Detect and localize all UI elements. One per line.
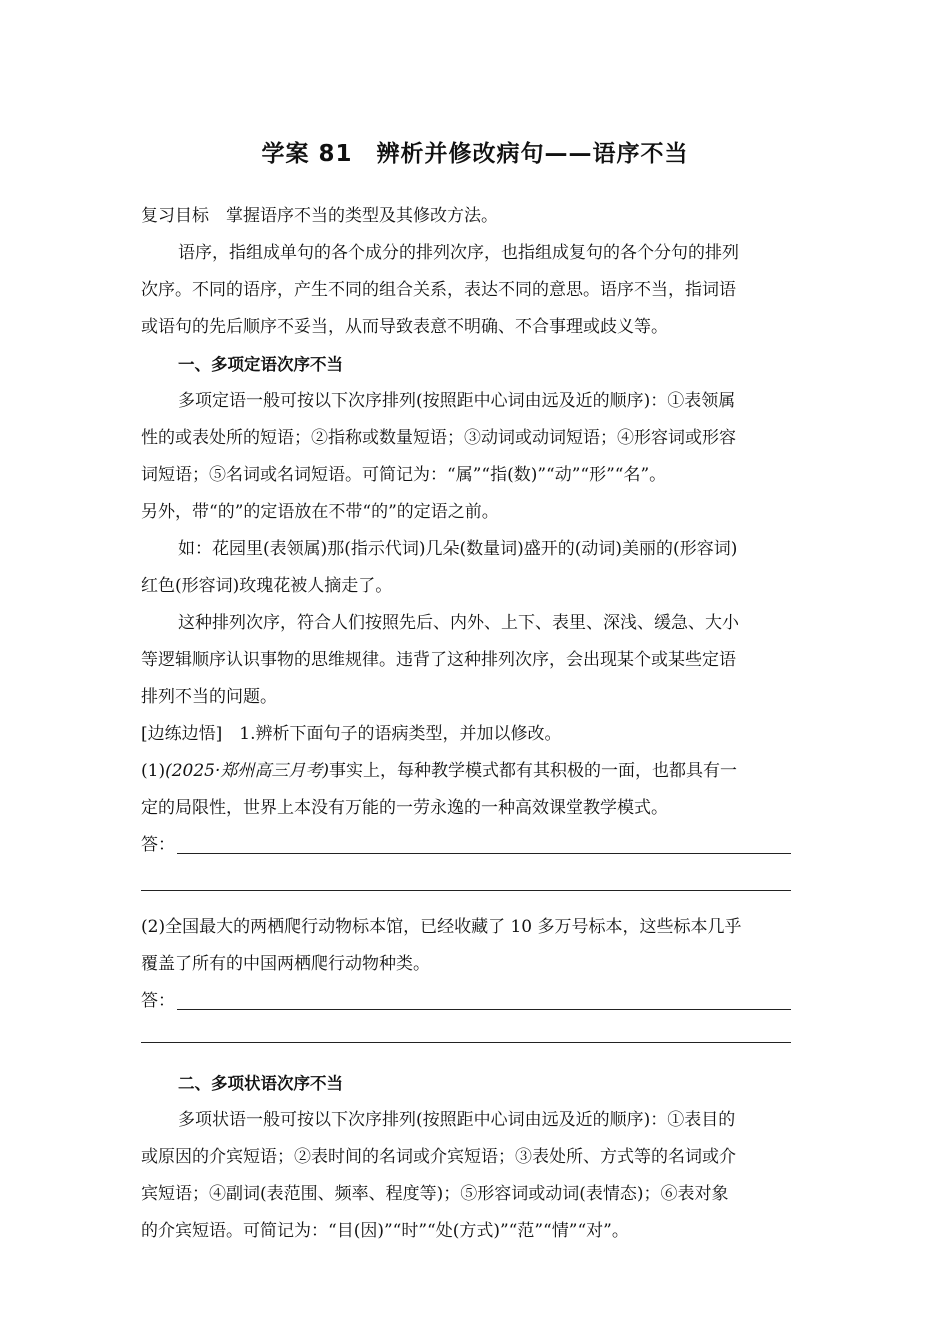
section2-rule-line: 宾短语；④副词(表范围、频率、程度等)；⑤形容词或动词(表情态)；⑥表对象 (141, 1184, 729, 1204)
answer-label: 答： (141, 991, 175, 1011)
answer-field-2-continued[interactable] (141, 1020, 817, 1057)
practice-instruction-text: 1.辨析下面句子的语病类型，并加以修改。 (239, 724, 562, 744)
question-1-line: 定的局限性，世界上本没有万能的一劳永逸的一种高效课堂教学模式。 (141, 798, 668, 818)
document-body (141, 198, 817, 1250)
question-2-line: (2)全国最大的两栖爬行动物标本馆，已经收藏了 10 多万号标本，这些标本几乎 (141, 917, 742, 937)
section1-rule-line: 性的或表处所的短语；②指称或数量短语；③动词或动词短语；④形容词或形容 (141, 428, 736, 448)
section1-rule-line: 多项定语一般可按以下次序排列(按照距中心词由远及近的顺序)：①表领属 (178, 391, 736, 411)
section2-heading: 二、多项状语次序不当 (178, 1074, 343, 1093)
answer-label: 答： (141, 835, 175, 855)
question-1-number: (1) (141, 761, 166, 781)
answer-underline (177, 1009, 791, 1010)
intro-line: 次序。不同的语序，产生不同的组合关系，表达不同的意思。语序不当，指词语 (141, 280, 736, 300)
page-title: 学案 81 辨析并修改病句——语序不当 (261, 141, 689, 167)
section2-rule-line: 多项状语一般可按以下次序排列(按照距中心词由远及近的顺序)：①表目的 (178, 1110, 736, 1130)
question-1-source: (2025·郑州高三月考) (165, 761, 330, 781)
practice-instruction (141, 716, 817, 753)
answer-underline (141, 1042, 791, 1043)
review-goal-label: 复习目标 (141, 206, 209, 226)
question-1-text: 事实上，每种教学模式都有其积极的一面，也都具有一 (329, 761, 738, 781)
intro-line: 语序，指组成单句的各个成分的排列次序，也指组成复句的各个分句的排列 (178, 243, 739, 263)
section1-rule-line: 另外，带“的”的定语放在不带“的”的定语之前。 (141, 502, 499, 522)
practice-tag: [边练边悟] (141, 724, 223, 744)
answer-field-1[interactable] (141, 827, 817, 864)
section2-rule-line: 的介宾短语。可简记为：“目(因)”“时”“处(方式)”“范”“情”“对”。 (141, 1221, 629, 1241)
section1-example-line: 红色(形容词)玫瑰花被人摘走了。 (141, 576, 393, 596)
section1-logic-line: 排列不当的问题。 (141, 687, 277, 707)
answer-field-1-continued[interactable] (141, 864, 817, 901)
section2-rule-line: 或原因的介宾短语；②表时间的名词或介宾短语；③表处所、方式等的名词或介 (141, 1147, 736, 1167)
answer-field-2[interactable] (141, 983, 817, 1020)
section1-logic-line: 这种排列次序，符合人们按照先后、内外、上下、表里、深浅、缓急、大小 (178, 613, 739, 633)
section1-example-line: 如：花园里(表领属)那(指示代词)几朵(数量词)盛开的(动词)美丽的(形容词) (178, 539, 738, 559)
question-1-line (141, 753, 817, 790)
question-2-line: 覆盖了所有的中国两栖爬行动物种类。 (141, 954, 430, 974)
section1-logic-line: 等逻辑顺序认识事物的思维规律。违背了这种排列次序，会出现某个或某些定语 (141, 650, 736, 670)
section1-rule-line: 词短语；⑤名词或名词短语。可简记为：“属”“指(数)”“动”“形”“名”。 (141, 465, 667, 485)
answer-underline (177, 853, 791, 854)
answer-underline (141, 890, 791, 891)
intro-line: 或语句的先后顺序不妥当，从而导致表意不明确、不合事理或歧义等。 (141, 317, 668, 337)
review-goal-text: 掌握语序不当的类型及其修改方法。 (226, 206, 498, 226)
section1-heading: 一、多项定语次序不当 (178, 355, 343, 374)
review-goal (141, 198, 817, 235)
